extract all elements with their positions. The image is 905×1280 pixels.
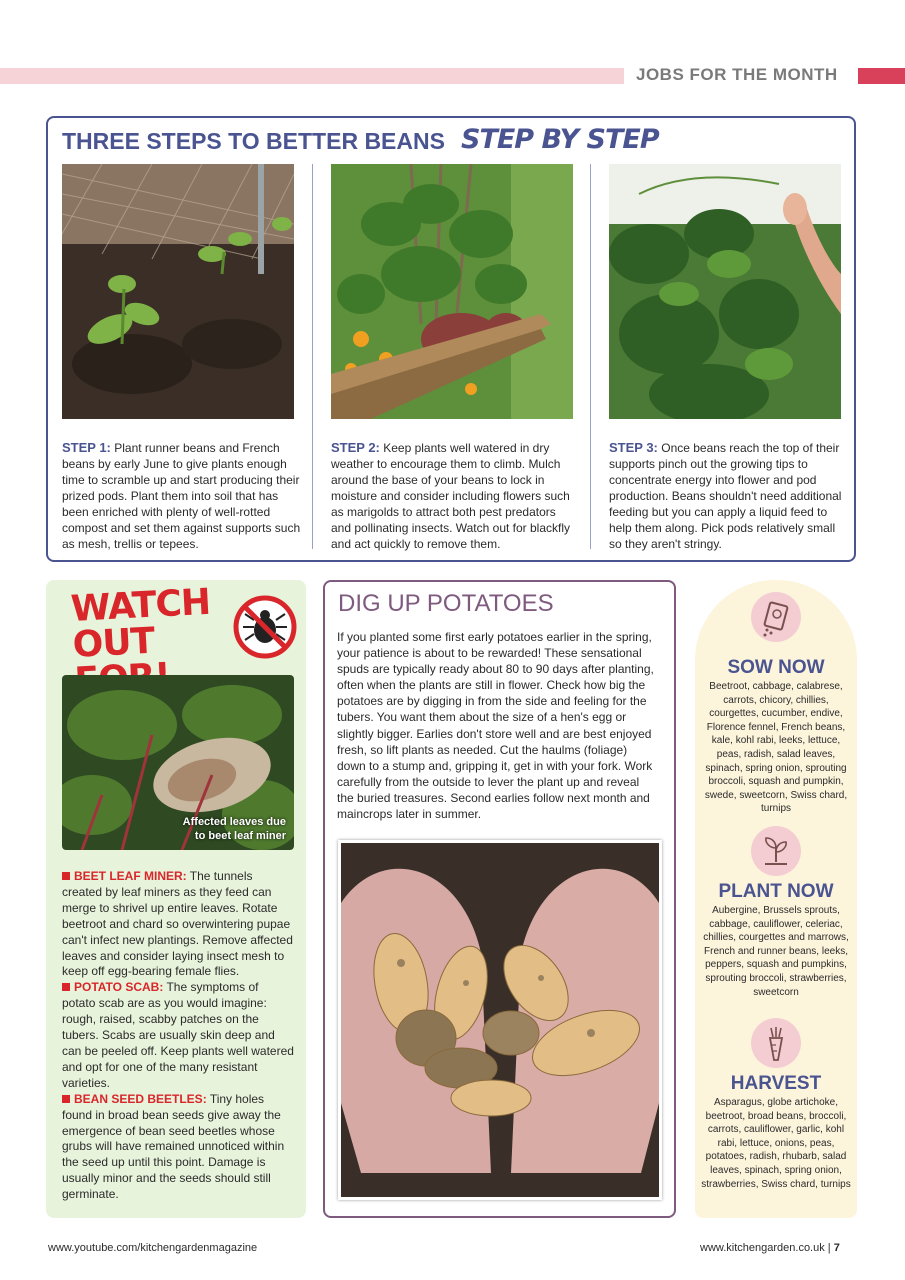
no-bug-icon xyxy=(232,594,298,660)
column-divider xyxy=(312,164,313,549)
section-title: JOBS FOR THE MONTH xyxy=(636,65,838,84)
potatoes-photo xyxy=(338,840,662,1200)
potatoes-title: DIG UP POTATOES xyxy=(338,590,554,617)
step2-body: Keep plants well watered in dry weather to encourage them to climb. Mulch around the base of your beans to lock in moisture and consider including flowers such as marigolds to attract both pest predators and pollinating insects. Watch out for blackfly and act quickly to remove them. xyxy=(331,441,571,551)
pest-item xyxy=(62,1092,294,1203)
header-band-left xyxy=(0,68,624,84)
footer-right-url[interactable]: www.kitchengarden.co.uk xyxy=(700,1242,825,1254)
step3-body: Once beans reach the top of their supports pinch out the growing tips to concentrate energy into flower and pod production. Beans shouldn't need additional feeding but you can apply a liquid feed to help them along. Pick pods relatively small so they aren't stringy. xyxy=(609,441,842,551)
step2-label: STEP 2: xyxy=(331,440,380,455)
watch-title-line1: WATCH xyxy=(69,581,212,630)
step3-text xyxy=(609,440,845,552)
step1-photo xyxy=(62,164,294,419)
footer-right xyxy=(700,1242,840,1254)
column-divider xyxy=(590,164,591,549)
harvest-title: HARVEST xyxy=(730,1073,822,1094)
watch-title-line2: OUT xyxy=(71,620,156,666)
step2-photo xyxy=(331,164,573,419)
caption-line2: to beet leaf miner xyxy=(194,830,286,842)
pest-text: Tiny holes found in broad bean seeds give away the emergence of bean seed beetles whose grubs will have remained unnoticed within the seed up until this point. Damage is usually minor and the seeds should still germinate. xyxy=(62,1091,285,1202)
potatoes-text: If you planted some first early potatoes earlier in the spring, your patience is about to be rewarded! These sensational spuds are typically ready about 80 to 90 days after planting, often when the plants are still in flower. Check how big the potatoes are by digging in from the side and feeling for the tubers. You want them about the size of a hen's egg or slightly bigger. Earlies don't store well and are best enjoyed fresh, so lift plants as needed. Cut the haulms (foliage) down to a stump and, gripping it, get in with your fork. Work carefully from the outside to lever the plant up and reveal the buried treasures. Second earlies follow next month and maincrops later in summer. xyxy=(337,630,654,822)
sow-now-title: SOW NOW xyxy=(727,657,825,678)
step1-body: Plant runner beans and French beans by early June to give plants enough time to scramble up and start producing their prized pods. Plant them into soil that has been enriched with plenty of well-rotted compost and set them against supports such as mesh, trellis or tepees. xyxy=(62,441,301,551)
caption-line1: Affected leaves due xyxy=(182,816,286,828)
step2-text xyxy=(331,440,576,552)
pest-item xyxy=(62,869,294,980)
harvest-list: Asparagus, globe artichoke, beetroot, broad beans, broccoli, carrots, cauliflower, garlic, kohl rabi, lettuce, onions, peas, potatoes, radish, rhubarb, salad leaves, spinach, spring onion, strawberries, Swiss chard, turnips xyxy=(701,1097,851,1190)
pest-text: The tunnels created by leaf miners as they feed can merge to shrivel up entire leaves. Rotate beetroot and chard so overwintering pupae can't infect new plantings. Remove affected leaves and consider laying insect mesh to keep off egg-bearing female flies. xyxy=(62,869,293,979)
steps-subtitle: STEP BY STEP xyxy=(461,124,659,155)
steps-title: THREE STEPS TO BETTER BEANS xyxy=(62,128,445,154)
pest-name: BEAN SEED BEETLES: xyxy=(74,1091,207,1106)
pest-item xyxy=(62,980,294,1091)
pest-text: The symptoms of potato scab are as you would imagine: rough, raised, scabby patches on the tubers. Scabs are usually skin deep and can be peeled off. Keep plants well watered and opt for one of the many resistant varieties. xyxy=(62,980,294,1090)
header-band-right xyxy=(858,68,905,84)
pest-name: POTATO SCAB: xyxy=(74,980,164,995)
sow-now-list: Beetroot, cabbage, calabrese, carrots, chicory, chillies, courgettes, cucumber, endive, Florence fennel, French beans, kale, kohl rabi, leeks, lettuce, peas, radish, salad leaves, spinach, spring onion, sprouting broccoli, squash and pumpkin, swede, sweetcorn, Swiss chard, turnips xyxy=(704,681,848,815)
footer-left-url[interactable]: www.youtube.com/kitchengardenmagazine xyxy=(48,1242,258,1254)
step3-photo xyxy=(609,164,841,419)
page-number: 7 xyxy=(833,1242,840,1254)
footer-separator: | xyxy=(827,1242,831,1254)
plant-now-title: PLANT NOW xyxy=(718,881,834,902)
step3-label: STEP 3: xyxy=(609,440,658,455)
carrot-icon xyxy=(751,1018,801,1068)
step1-label: STEP 1: xyxy=(62,440,111,455)
photo-caption xyxy=(150,815,286,843)
pest-list xyxy=(62,869,294,1203)
pest-name: BEET LEAF MINER: xyxy=(74,869,187,883)
plant-now-list: Aubergine, Brussels sprouts, cabbage, cauliflower, celeriac, chillies, courgettes and marrows, French and runner beans, leeks, peppers, squash and pumpkins, sprouting broccoli, strawberries, sweetcorn xyxy=(703,905,849,998)
step1-text xyxy=(62,440,302,552)
seed-packet-icon xyxy=(751,592,801,642)
seedling-icon xyxy=(751,826,801,876)
